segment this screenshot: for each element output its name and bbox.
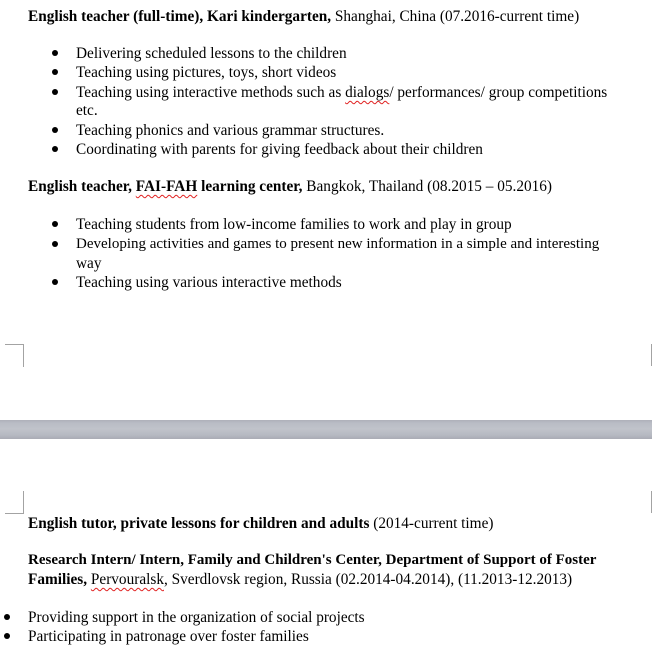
list-item: Delivering scheduled lessons to the children [76, 45, 347, 62]
list-item: Teaching students from low-income families to work and play in group [76, 216, 512, 233]
job-dates: (2014-current time) [369, 515, 494, 532]
list-item-text: Teaching using interactive methods such as [76, 84, 346, 101]
job-title-fai-fah [28, 177, 552, 196]
bullet-icon [52, 63, 60, 71]
bullet-icon [52, 235, 60, 243]
bullet-icon [52, 83, 60, 91]
job-title-bold: learning center, [197, 178, 303, 195]
list-item: Teaching phonics and various grammar structures. [76, 122, 385, 139]
job-location-dates: Shanghai, China (07.2016-current time) [331, 8, 580, 25]
list-item-continuation: etc. [76, 102, 98, 119]
bullet-icon [4, 627, 12, 635]
list-item [76, 83, 607, 102]
job-title-bold: English tutor, private lessons for children and adults [28, 515, 370, 532]
bullet-icon [52, 121, 60, 129]
job-location-dates: Bangkok, Thailand (08.2015 – 05.2016) [302, 178, 553, 195]
page-break-gap [0, 420, 652, 439]
job-title-kari-kindergarten [28, 7, 579, 26]
job-title-english-tutor [28, 514, 493, 533]
list-item-text: / performances/ group competitions [389, 84, 608, 101]
list-item: Providing support in the organization of social projects [28, 609, 365, 626]
list-item: Coordinating with parents for giving feedback about their children [76, 141, 483, 158]
spellcheck-flagged-word[interactable]: dialogs [345, 84, 390, 101]
list-item: Developing activities and games to present new information in a simple and interesting [76, 236, 600, 252]
job-title-bold: Families, [28, 571, 88, 588]
job-title-research-intern: Research Intern/ Intern, Family and Children's Center, Department of Support of Foster [28, 552, 597, 568]
bullet-icon [52, 44, 60, 52]
spellcheck-flagged-word[interactable]: Pervouralsk [90, 571, 164, 588]
list-item: Teaching using various interactive methods [76, 274, 342, 291]
bullet-icon [52, 273, 60, 281]
list-item: Teaching using pictures, toys, short videos [76, 64, 337, 81]
bullet-icon [52, 215, 60, 223]
margin-corner-mark-bottom-left [5, 344, 24, 367]
spellcheck-flagged-word[interactable]: FAI-FAH [135, 178, 198, 195]
bullet-icon [4, 608, 12, 616]
margin-corner-mark-top-left [5, 491, 24, 514]
job-title-bold: English teacher, [28, 178, 136, 195]
job-title-bold: English teacher (full-time), Kari kindergarten, [28, 8, 332, 25]
bullet-icon [52, 140, 60, 148]
job-location-dates: , Sverdlovsk region, Russia (02.2014-04.2014), (11.2013-12.2013) [163, 571, 573, 588]
job-title-research-intern-line2 [28, 570, 572, 589]
list-item: Participating in patronage over foster families [28, 628, 309, 645]
list-item-continuation: way [76, 255, 102, 272]
